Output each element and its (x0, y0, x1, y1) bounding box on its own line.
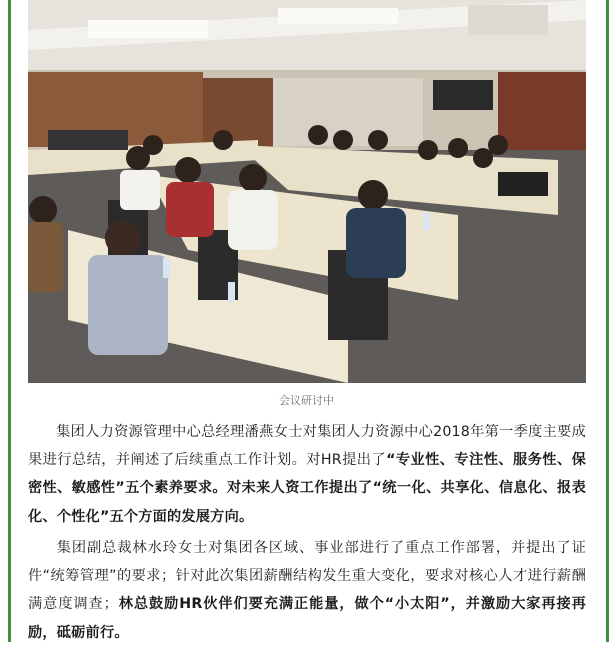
paragraph-deployment-normal: 集团副总裁林水玲女士对集团各区域、事业部进行了重点工作部署，并提出了证件“统筹管理”的要求；针对此次集团薪酬结构发生重大变化，要求对核心人才进行薪酬满意度调查； (28, 540, 586, 613)
paragraph-deployment (28, 534, 586, 647)
left-border-rule (8, 0, 11, 642)
right-border-rule (606, 0, 609, 642)
paragraph-summary (28, 418, 586, 531)
paragraph-deployment-bold: 林总鼓励HR伙伴们要充满正能量，做个“小太阳”，并激励大家再接再励，砥砺前行。 (28, 596, 586, 641)
meeting-photo-illustration (28, 0, 586, 383)
paragraph-summary-bold: “专业性、专注性、服务性、保密性、敏感性”五个素养要求。对未来人资工作提出了“统一化、共享化、信息化、报表化、个性化”五个方面的发展方向。 (28, 452, 586, 525)
paragraph-summary-normal: 集团人力资源管理中心总经理潘燕女士对集团人力资源中心2018年第一季度主要成果进行总结，并阐述了后续重点工作计划。对HR提出了 (28, 424, 586, 469)
meeting-photo (28, 0, 586, 383)
photo-caption: 会议研讨中 (279, 394, 334, 407)
